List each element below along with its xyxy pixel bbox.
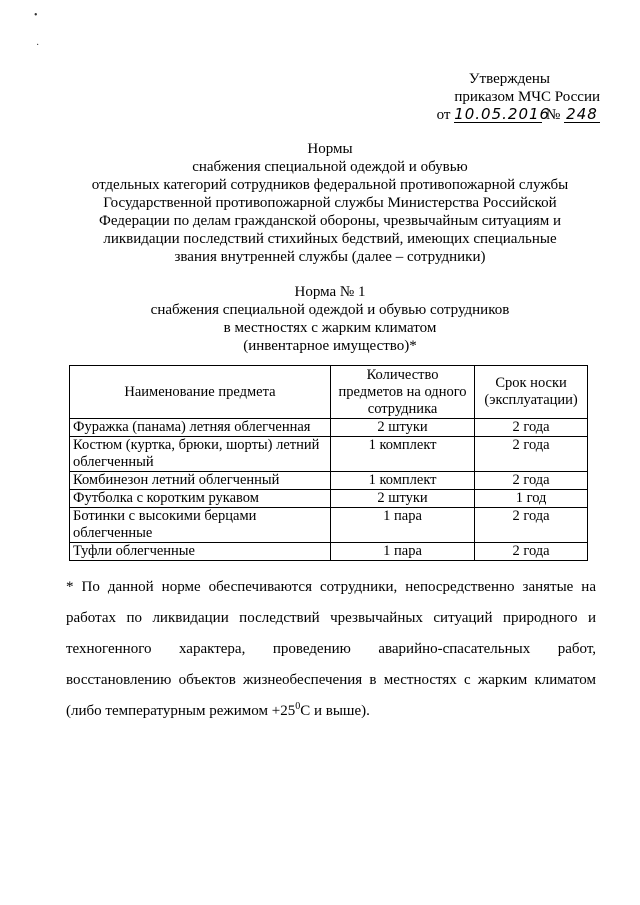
handwritten-date: 10.05.2016	[454, 105, 551, 123]
title-line: отдельных категорий сотрудников федеральной противопожарной службы	[91, 177, 569, 193]
title-line: звания внутренней службы (далее – сотрудники)	[174, 249, 486, 265]
supply-table	[69, 365, 588, 561]
header-quantity: Количество предметов на одного сотрудника	[330, 366, 474, 419]
cell-quantity: 1 комплект	[330, 437, 474, 472]
footnote-tail: С и выше).	[300, 703, 370, 719]
cell-period: 2 года	[475, 437, 588, 472]
cell-period: 2 года	[475, 543, 588, 561]
footnote-text: * По данной норме обеспечиваются сотрудники, непосредственно занятые на работах по ликвидации последствий чрезвычайных ситуаций природного и техногенного характера, проведению аварийно-спасательных работ, восстановлению объектов жизнеобеспечения в местностях с жарким климатом (либо температурным режимом +25	[66, 579, 596, 719]
cell-period: 2 года	[475, 472, 588, 490]
title-line: снабжения специальной одеждой и обувью	[192, 159, 468, 175]
cell-period: 1 год	[475, 490, 588, 508]
date-prefix: от	[436, 107, 451, 123]
title-line: ликвидации последствий стихийных бедствий, имеющих специальные	[103, 231, 557, 247]
table-row	[70, 508, 588, 543]
scan-speck: ·	[36, 40, 40, 51]
cell-period: 2 года	[475, 508, 588, 543]
header-item-name: Наименование предмета	[70, 366, 331, 419]
cell-item: Ботинки с высокими берцами облегченные	[70, 508, 331, 543]
cell-quantity: 2 штуки	[330, 490, 474, 508]
table-row	[70, 437, 588, 472]
approval-date-line	[380, 106, 600, 124]
table-header-row	[70, 366, 588, 419]
table-row	[70, 419, 588, 437]
cell-quantity: 1 комплект	[330, 472, 474, 490]
approval-line-1: Утверждены	[468, 71, 550, 87]
cell-period: 2 года	[475, 419, 588, 437]
approval-line-2: приказом МЧС России	[454, 89, 600, 105]
cell-item: Фуражка (панама) летняя облегченная	[70, 419, 331, 437]
norm-line: снабжения специальной одеждой и обувью сотрудников	[150, 302, 510, 318]
title-heading: Нормы	[307, 141, 353, 157]
title-line: Федерации по делам гражданской обороны, чрезвычайным ситуациям и	[98, 213, 561, 229]
header-wear-period: Срок носки (эксплуатации)	[475, 366, 588, 419]
norm-heading: Норма № 1	[294, 284, 366, 300]
norm-title	[60, 283, 600, 355]
footnote	[66, 572, 596, 727]
scan-speck: •	[34, 10, 38, 21]
handwritten-number: 248	[564, 107, 600, 123]
title-line: Государственной противопожарной службы Министерства Российской	[103, 195, 557, 211]
table-row	[70, 543, 588, 561]
document-title	[60, 140, 600, 266]
cell-item: Комбинезон летний облегченный	[70, 472, 331, 490]
number-prefix: №	[545, 107, 561, 123]
table-row	[70, 490, 588, 508]
cell-quantity: 1 пара	[330, 508, 474, 543]
table-row	[70, 472, 588, 490]
cell-quantity: 1 пара	[330, 543, 474, 561]
cell-item: Костюм (куртка, брюки, шорты) летний облегченный	[70, 437, 331, 472]
cell-item: Туфли облегченные	[70, 543, 331, 561]
cell-item: Футболка с коротким рукавом	[70, 490, 331, 508]
footnote-paragraph	[66, 572, 596, 727]
degree-superscript: 0	[295, 701, 301, 712]
cell-quantity: 2 штуки	[330, 419, 474, 437]
norm-line: (инвентарное имущество)*	[243, 338, 417, 354]
norm-line: в местностях с жарким климатом	[223, 320, 437, 336]
approval-block	[380, 70, 600, 124]
